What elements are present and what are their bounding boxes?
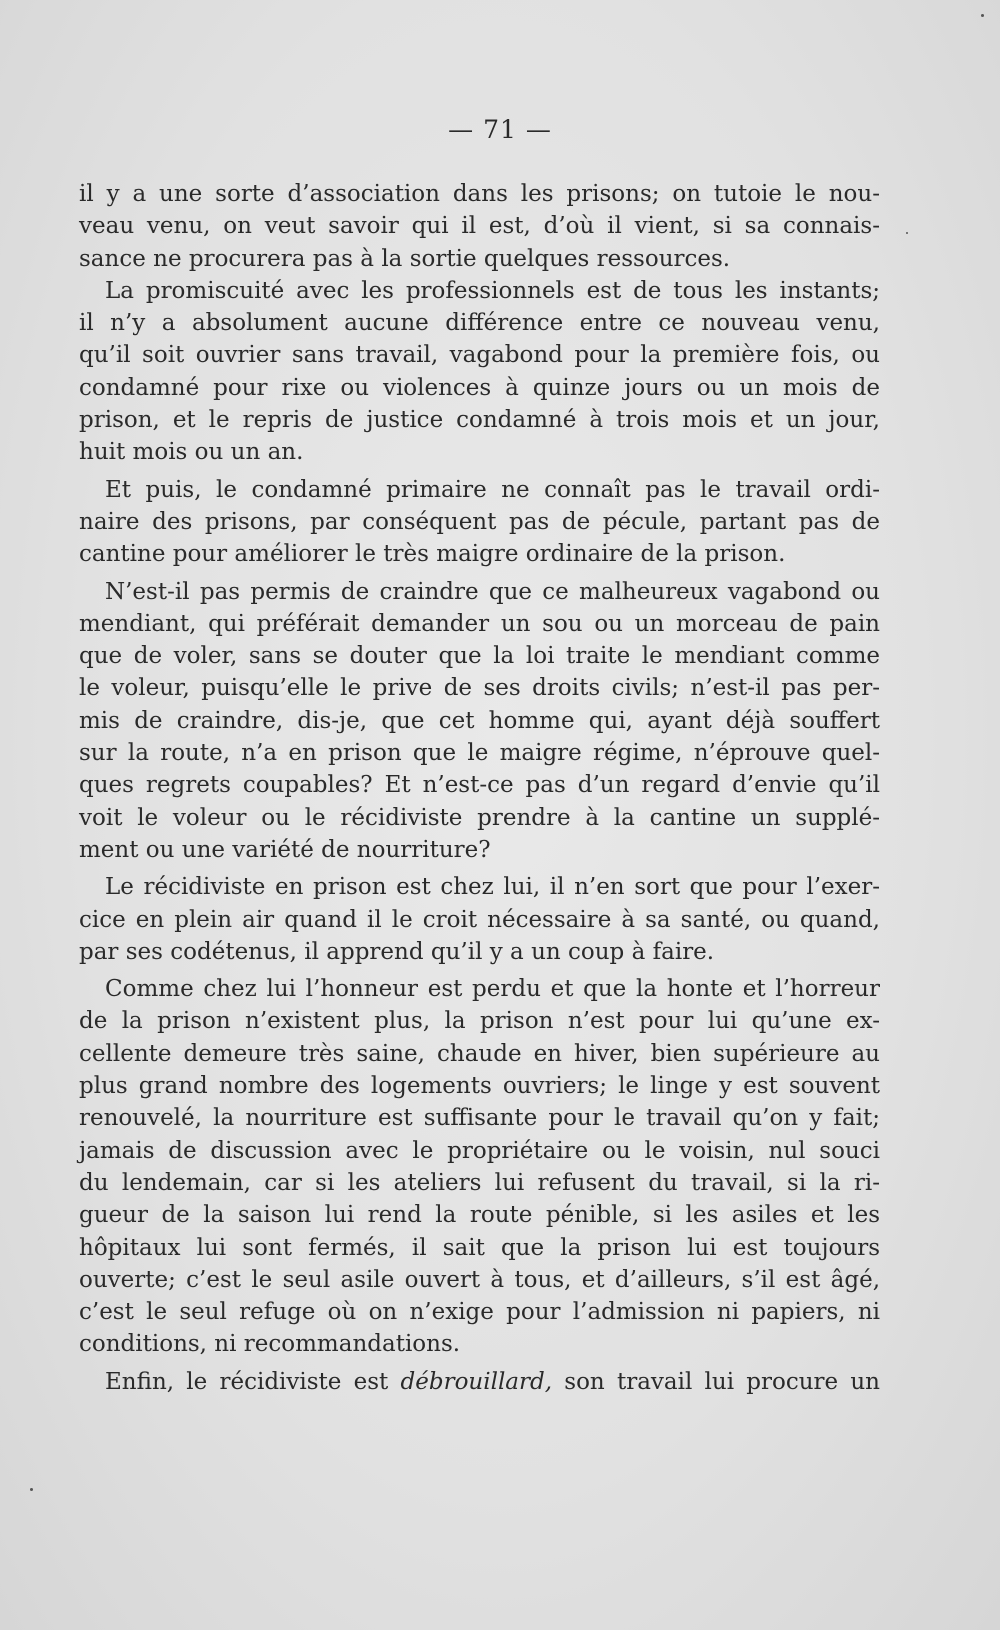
text-line: Comme chez lui l’honneur est perdu et que la honte et l’horreur	[105, 976, 880, 1003]
text-line: sur la route, n’a en prison que le maigre régime, n’éprouve quel-	[79, 740, 880, 767]
text-line: sance ne procurera pas à la sortie quelques ressources.	[79, 245, 731, 272]
text-line: il y a une sorte d’association dans les prisons; on tutoie le nou-	[79, 181, 880, 207]
text-line: par ses codétenus, il apprend qu’il y a un coup à faire.	[79, 938, 715, 965]
text-line: mis de craindre, dis-je, que cet homme qui, ayant déjà souffert	[79, 707, 880, 734]
paragraph-1	[79, 178, 880, 275]
text-line	[79, 1366, 880, 1398]
text-line: c’est le seul refuge où on n’exige pour l’admission ni papiers, ni	[79, 1299, 880, 1326]
text-line: qu’il soit ouvrier sans travail, vagabond pour la première fois, ou	[79, 342, 880, 369]
text-line: le voleur, puisqu’elle le prive de ses droits civils; n’est-il pas per-	[79, 675, 880, 702]
scan-speck	[981, 14, 984, 17]
text-line: huit mois ou un an.	[79, 439, 304, 466]
text-line: prison, et le repris de justice condamné à trois mois et un jour,	[79, 407, 880, 434]
paragraph-3	[79, 474, 880, 571]
paragraph-7	[79, 1366, 880, 1398]
text-line: cice en plein air quand il le croit nécessaire à sa santé, ou quand,	[79, 906, 880, 933]
paragraph-6	[79, 973, 880, 1361]
text-line: N’est-il pas permis de craindre que ce malheureux vagabond ou	[105, 578, 880, 605]
text-line: plus grand nombre des logements ouvriers; le linge y est souvent	[79, 1073, 880, 1100]
text-line: renouvelé, la nourriture est suffisante pour le travail qu’on y fait;	[79, 1105, 880, 1132]
text-line: jamais de discussion avec le propriétaire ou le voisin, nul souci	[79, 1137, 880, 1164]
text-line: ment ou une variété de nourriture?	[79, 836, 491, 863]
text-line: gueur de la saison lui rend la route pénible, si les asiles et les	[79, 1202, 880, 1229]
text-line: La promiscuité avec les professionnels est de tous les instants;	[105, 277, 880, 304]
page-number: — 71 —	[448, 115, 552, 144]
text-line: cantine pour améliorer le très maigre ordinaire de la prison.	[79, 541, 786, 568]
scan-speck	[30, 1488, 33, 1491]
text-line: du lendemain, car si les ateliers lui refusent du travail, si la ri-	[79, 1169, 880, 1196]
paragraph-5	[79, 871, 880, 968]
text-line: naire des prisons, par conséquent pas de pécule, partant pas de	[79, 508, 880, 535]
text-line: mendiant, qui préférait demander un sou ou un morceau de pain	[79, 610, 880, 637]
text-line: Et puis, le condamné primaire ne connaît pas le travail ordi-	[105, 476, 880, 503]
text-line: il n’y a absolument aucune différence entre ce nouveau venu,	[79, 310, 880, 337]
text-run: Enfin, le récidiviste est	[105, 1368, 401, 1395]
text-line: voit le voleur ou le récidiviste prendre à la cantine un supplé-	[79, 804, 880, 831]
text-run: son travail lui procure un	[552, 1368, 880, 1395]
text-line: ques regrets coupables? Et n’est-ce pas d’un regard d’envie qu’il	[79, 772, 880, 799]
paragraph-2	[79, 275, 880, 469]
text-line: cellente demeure très saine, chaude en hiver, bien supérieure au	[79, 1040, 880, 1067]
text-line: Le récidiviste en prison est chez lui, il n’en sort que pour l’exer-	[105, 874, 880, 901]
text-line: veau venu, on veut savoir qui il est, d’où il vient, si sa connais-	[79, 213, 880, 240]
text-line: que de voler, sans se douter que la loi traite le mendiant comme	[79, 643, 880, 670]
text-line: hôpitaux lui sont fermés, il sait que la prison lui est toujours	[79, 1234, 880, 1261]
emphasized-word: débrouillard,	[400, 1368, 553, 1395]
text-line: ouverte; c’est le seul asile ouvert à tous, et d’ailleurs, s’il est âgé,	[79, 1266, 880, 1293]
text-line: conditions, ni recommandations.	[79, 1331, 461, 1358]
text-line: de la prison n’existent plus, la prison n’est pour lui qu’une ex-	[79, 1008, 880, 1035]
scan-speck	[906, 232, 908, 234]
paragraph-4	[79, 576, 880, 867]
body-text	[79, 178, 880, 1398]
text-line: condamné pour rixe ou violences à quinze jours ou un mois de	[79, 374, 880, 401]
